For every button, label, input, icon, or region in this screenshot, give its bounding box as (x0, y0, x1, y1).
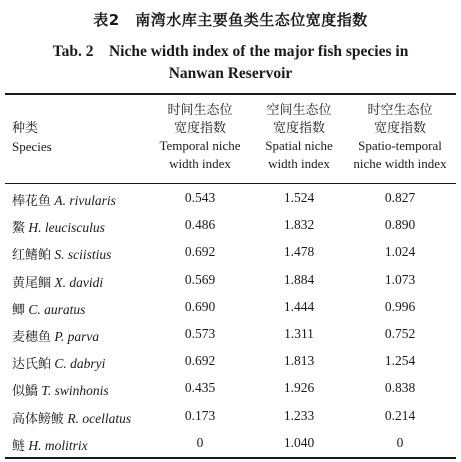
spatial-value: 1.884 (283, 271, 315, 287)
temporal-value: 0 (196, 434, 204, 450)
temporal-value: 0.435 (184, 380, 216, 396)
spatiotemporal-value: 0.838 (384, 380, 416, 396)
spatial-value: 1.524 (283, 190, 315, 205)
species-cell (12, 272, 103, 291)
table-row (0, 429, 461, 456)
species-cell (12, 244, 111, 263)
species-cell (12, 435, 88, 454)
species-latin-name: C. dabryi (54, 356, 106, 372)
spatial-value: 1.832 (283, 217, 315, 233)
species-latin-name: X. davidi (54, 274, 104, 290)
header-spatiotemporal-zh2: 宽度指数 (373, 120, 426, 136)
species-latin-name: T. swinhonis (41, 383, 109, 399)
species-chinese-name: 达氏鲌 (12, 357, 52, 373)
spatiotemporal-value: 0.890 (384, 217, 416, 233)
column-header-spatiotemporal (344, 102, 456, 172)
species-chinese-name: 鲢 (12, 438, 26, 454)
species-cell (12, 326, 99, 345)
header-spatiotemporal-en1: Spatio-temporal (358, 138, 442, 153)
header-spatiotemporal-en2: niche width index (353, 155, 447, 171)
species-chinese-name: 黄尾鲴 (12, 275, 52, 291)
header-species-en: Species (12, 138, 52, 154)
header-spatial-en1: Spatial niche (265, 138, 333, 153)
spatial-value: 1.040 (283, 434, 315, 450)
species-cell (12, 408, 131, 427)
species-chinese-name: 鲫 (12, 302, 26, 318)
species-cell (12, 217, 105, 236)
species-latin-name: H. leucisculus (28, 220, 105, 236)
header-species-zh: 种类 (12, 121, 39, 136)
spatial-value: 1.233 (283, 407, 315, 423)
spatial-value: 1.478 (283, 244, 315, 260)
species-latin-name: R. ocellatus (67, 410, 132, 426)
header-temporal-zh1: 时间生态位 (167, 103, 233, 118)
table-row (0, 347, 461, 374)
spatiotemporal-value: 0.752 (384, 325, 416, 341)
table-top-rule (5, 93, 456, 95)
table-row (0, 211, 461, 238)
species-latin-name: C. auratus (28, 301, 86, 317)
temporal-value: 0.692 (184, 353, 216, 369)
header-spatiotemporal-zh1: 时空生态位 (367, 103, 433, 118)
table-row (0, 374, 461, 401)
species-chinese-name: 红鳍鲌 (12, 248, 52, 264)
species-latin-name: S. sciistius (54, 247, 112, 263)
column-header-temporal (152, 102, 248, 172)
species-chinese-name: 麦穗鱼 (12, 329, 52, 345)
spatiotemporal-value: 0 (396, 434, 404, 450)
header-spatial-en2: width index (268, 155, 330, 171)
species-latin-name: P. parva (54, 328, 100, 344)
species-cell (12, 353, 105, 372)
table-row (0, 184, 461, 211)
table-caption-english-line2: Nanwan Reservoir (168, 65, 293, 82)
table-caption-english-line1: Tab. 2 Niche width index of the major fish species in (52, 43, 409, 60)
spatiotemporal-value: 1.073 (384, 271, 416, 287)
species-cell (12, 299, 85, 318)
table-caption-chinese: 表2 南湾水库主要鱼类生态位宽度指数 (93, 11, 368, 29)
table-bottom-rule (5, 457, 456, 459)
species-cell (12, 190, 116, 209)
spatiotemporal-value: 1.024 (384, 244, 416, 260)
species-chinese-name: 鰲 (12, 221, 26, 237)
spatiotemporal-value: 0.827 (384, 190, 416, 205)
table-row (0, 266, 461, 293)
temporal-value: 0.173 (184, 407, 216, 423)
temporal-value: 0.692 (184, 244, 216, 260)
spatial-value: 1.926 (283, 380, 315, 396)
column-header-species (12, 120, 52, 155)
header-temporal-zh2: 宽度指数 (173, 120, 226, 136)
spatiotemporal-value: 1.254 (384, 353, 416, 369)
temporal-value: 0.573 (184, 325, 216, 341)
temporal-value: 0.543 (184, 190, 216, 205)
temporal-value: 0.690 (184, 298, 216, 314)
species-chinese-name: 棒花鱼 (12, 194, 52, 209)
spatiotemporal-value: 0.214 (384, 407, 416, 423)
species-latin-name: H. molitrix (28, 437, 88, 453)
species-cell (12, 380, 109, 399)
species-chinese-name: 高体鳑鲏 (12, 411, 65, 427)
table-row (0, 238, 461, 265)
table-row (0, 293, 461, 320)
spatial-value: 1.813 (283, 353, 315, 369)
spatial-value: 1.444 (283, 298, 315, 314)
header-spatial-zh2: 宽度指数 (272, 120, 325, 136)
species-chinese-name: 似鱎 (12, 384, 39, 400)
column-header-spatial (254, 102, 344, 172)
header-temporal-en2: width index (169, 155, 231, 171)
spatiotemporal-value: 0.996 (384, 298, 416, 314)
table-row (0, 402, 461, 429)
spatial-value: 1.311 (284, 325, 314, 341)
temporal-value: 0.486 (184, 217, 216, 233)
header-spatial-zh1: 空间生态位 (266, 103, 332, 118)
table-row (0, 320, 461, 347)
header-temporal-en1: Temporal niche (159, 138, 241, 153)
species-latin-name: A. rivularis (54, 193, 116, 208)
table-body (0, 184, 461, 456)
temporal-value: 0.569 (184, 271, 216, 287)
